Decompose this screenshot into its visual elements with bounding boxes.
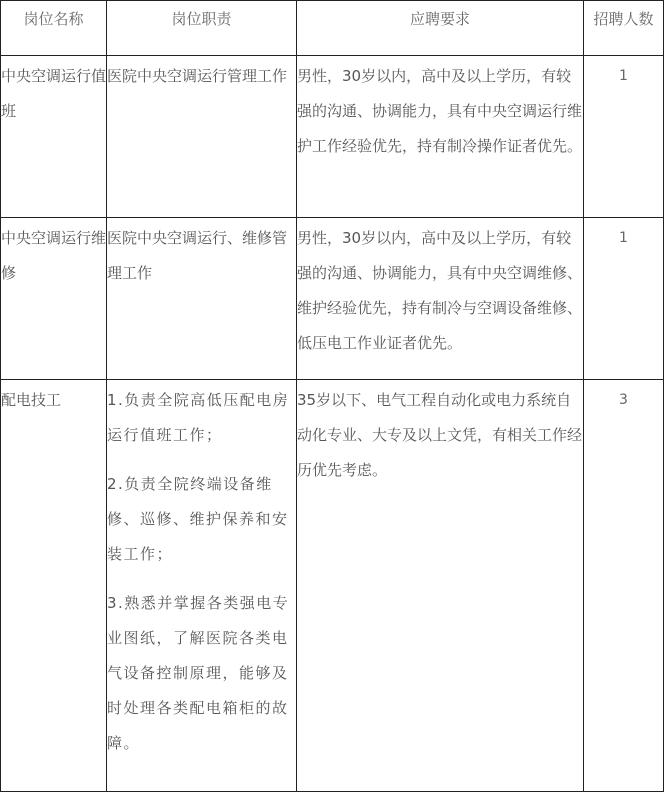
table-row: [1, 56, 664, 218]
duty-item: 2.负责全院终端设备维修、巡修、维护保养和安装工作；: [107, 475, 289, 563]
header-row: [1, 1, 664, 56]
duty-cell: [107, 380, 297, 792]
requirement-cell: 男性，30岁以内，高中及以上学历，有较强的沟通、协调能力，具有中央空调运行维护工作经验优先，持有制冷操作证者优先。: [297, 56, 584, 218]
table-row: [1, 218, 664, 380]
duty-item: 3.熟悉并掌握各类强电专业图纸，了解医院各类电气设备控制原理，能够及时处理各类配电箱柜的故障。: [107, 594, 290, 752]
header-requirements: 应聘要求: [297, 1, 584, 56]
header-duties: 岗位职责: [107, 1, 297, 56]
duty-item: 1.负责全院高低压配电房运行值班工作；: [107, 391, 290, 444]
headcount-cell: 1: [584, 218, 664, 380]
headcount-cell: 1: [584, 56, 664, 218]
duty-cell: 医院中央空调运行、维修管理工作: [107, 218, 297, 380]
requirement-cell: 男性，30岁以内，高中及以上学历，有较强的沟通、协调能力，具有中央空调维修、维护经验优先，持有制冷与空调设备维修、低压电工作业证者优先。: [297, 218, 584, 380]
position-name-cell: 中央空调运行维修: [1, 218, 107, 380]
position-name-cell: 中央空调运行值班: [1, 56, 107, 218]
requirement-cell: 35岁以下、电气工程自动化或电力系统自动化专业、大专及以上文凭，有相关工作经历优先考虑。: [297, 380, 584, 792]
header-position-name: 岗位名称: [1, 1, 107, 56]
position-name-cell: 配电技工: [1, 380, 107, 792]
header-headcount: 招聘人数: [584, 1, 664, 56]
duty-cell: 医院中央空调运行管理工作: [107, 56, 297, 218]
table-row: [1, 380, 664, 792]
headcount-cell: 3: [584, 380, 664, 792]
